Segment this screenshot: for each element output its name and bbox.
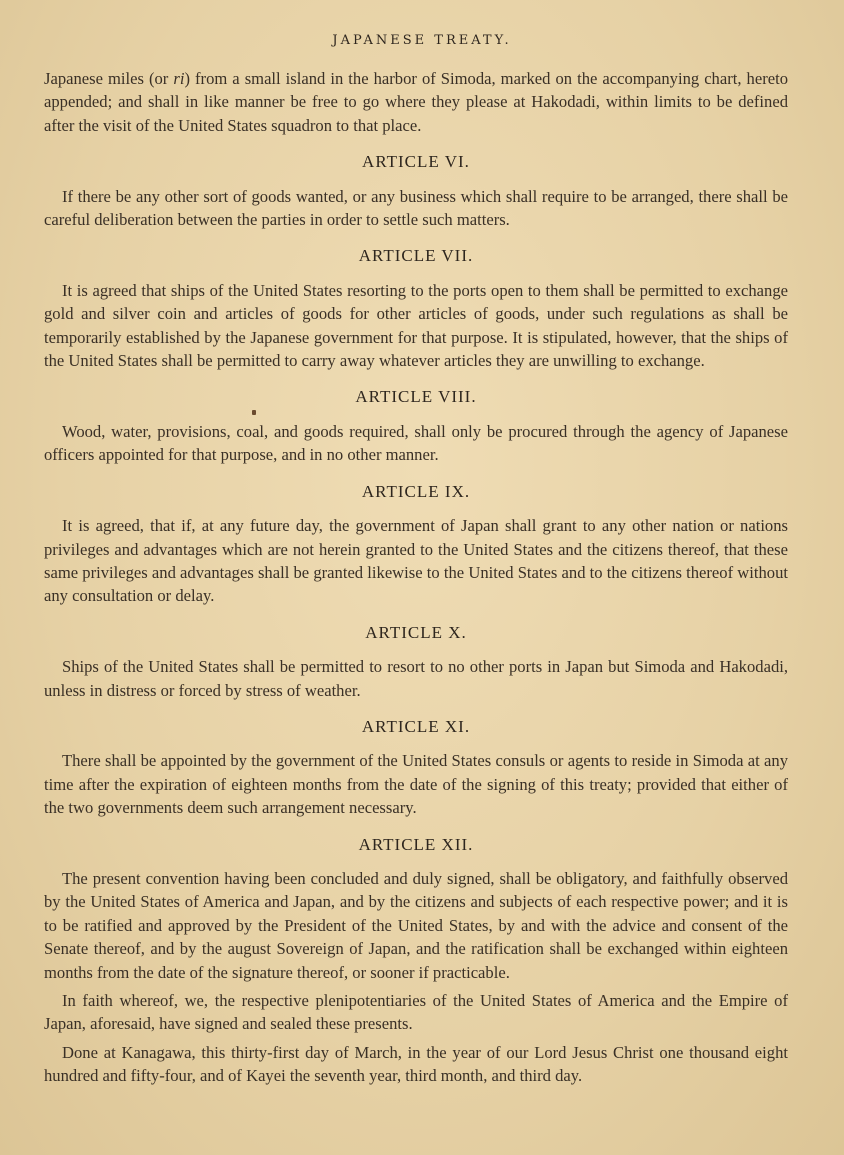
article-paragraph: In faith whereof, we, the respective plenipotentiaries of the United States of America and the Empire of Japan, aforesaid, have signed and sealed these presents. [44, 991, 788, 1034]
article-heading: ARTICLE VII. [358, 246, 474, 266]
article-paragraph: If there be any other sort of goods wanted, or any business which shall require to be arranged, there shall be careful deliberation between the parties in order to settle such matters. [44, 186, 788, 230]
document-body [44, 67, 788, 1088]
article-paragraph: Ships of the United States shall be permitted to resort to no other ports in Japan but Simoda and Hakodadi, unless in distress or forced by stress of weather. [44, 657, 788, 700]
article-heading: ARTICLE IX. [361, 481, 471, 501]
article-paragraph: Wood, water, provisions, coal, and goods required, shall only be procured through the agency of Japanese officers appointed for that purpose, and in no other manner. [44, 421, 788, 465]
article-8 [44, 385, 788, 466]
article-heading: ARTICLE XII. [358, 834, 474, 854]
article-6 [44, 150, 788, 231]
article-paragraph: There shall be appointed by the government of the United States consuls or agents to reside in Simoda at any time after the expiration of eighteen months from the date of the signing of this treaty; provided that either of the two governments deem such arrangement necessary. [44, 751, 788, 818]
article-11 [44, 715, 788, 820]
article-heading: ARTICLE XI. [361, 716, 471, 736]
article-paragraph: The present convention having been concluded and duly signed, shall be obligatory, and faithfully observed by the United States of America and Japan, and by the citizens and subjects of each respective power; and it is to be ratified and approved by the President of the United States, by and with the advice and consent of the Senate thereof, and by the august Sovereign of Japan, and the ratification shall be exchanged within eighteen months from the date of the signature thereof, or sooner if practicable. [44, 868, 788, 982]
article-7 [44, 244, 788, 372]
article-paragraph: It is agreed that ships of the United States resorting to the ports open to them shall be permitted to exchange gold and silver coin and articles of goods for other articles of goods, under such regulations as shall be temporarily established by the Japanese government for that purpose. It is stipulated, however, that the ships of the United States shall be permitted to carry away whatever articles they are unwilling to exchange. [44, 280, 788, 371]
article-12 [44, 833, 788, 1088]
running-head: JAPANESE TREATY. [332, 33, 512, 48]
article-9 [44, 480, 788, 608]
article-heading: ARTICLE X. [365, 622, 467, 642]
article-heading: ARTICLE VI. [362, 152, 470, 172]
article-10 [44, 621, 788, 702]
article-heading: ARTICLE VIII. [355, 387, 477, 407]
opening-paragraph: Japanese miles (or ri) from a small island in the harbor of Simoda, marked on the accompanying chart, hereto appended; and shall in like manner be free to go where they please at Hakodadi, within limits to be defined after the visit of the United States squadron to that place. [44, 69, 788, 135]
article-paragraph: It is agreed, that if, at any future day, the government of Japan shall grant to any other nation or nations privileges and advantages which are not herein granted to the United States and the citizens thereof, that these same privileges and advantages shall be granted likewise to the United States and to the citizens thereof without any consultation or delay. [44, 516, 788, 606]
article-paragraph: Done at Kanagawa, this thirty-first day of March, in the year of our Lord Jesus Christ one thousand eight hundred and fifty-four, and of Kayei the seventh year, third month, and third day. [44, 1042, 788, 1086]
